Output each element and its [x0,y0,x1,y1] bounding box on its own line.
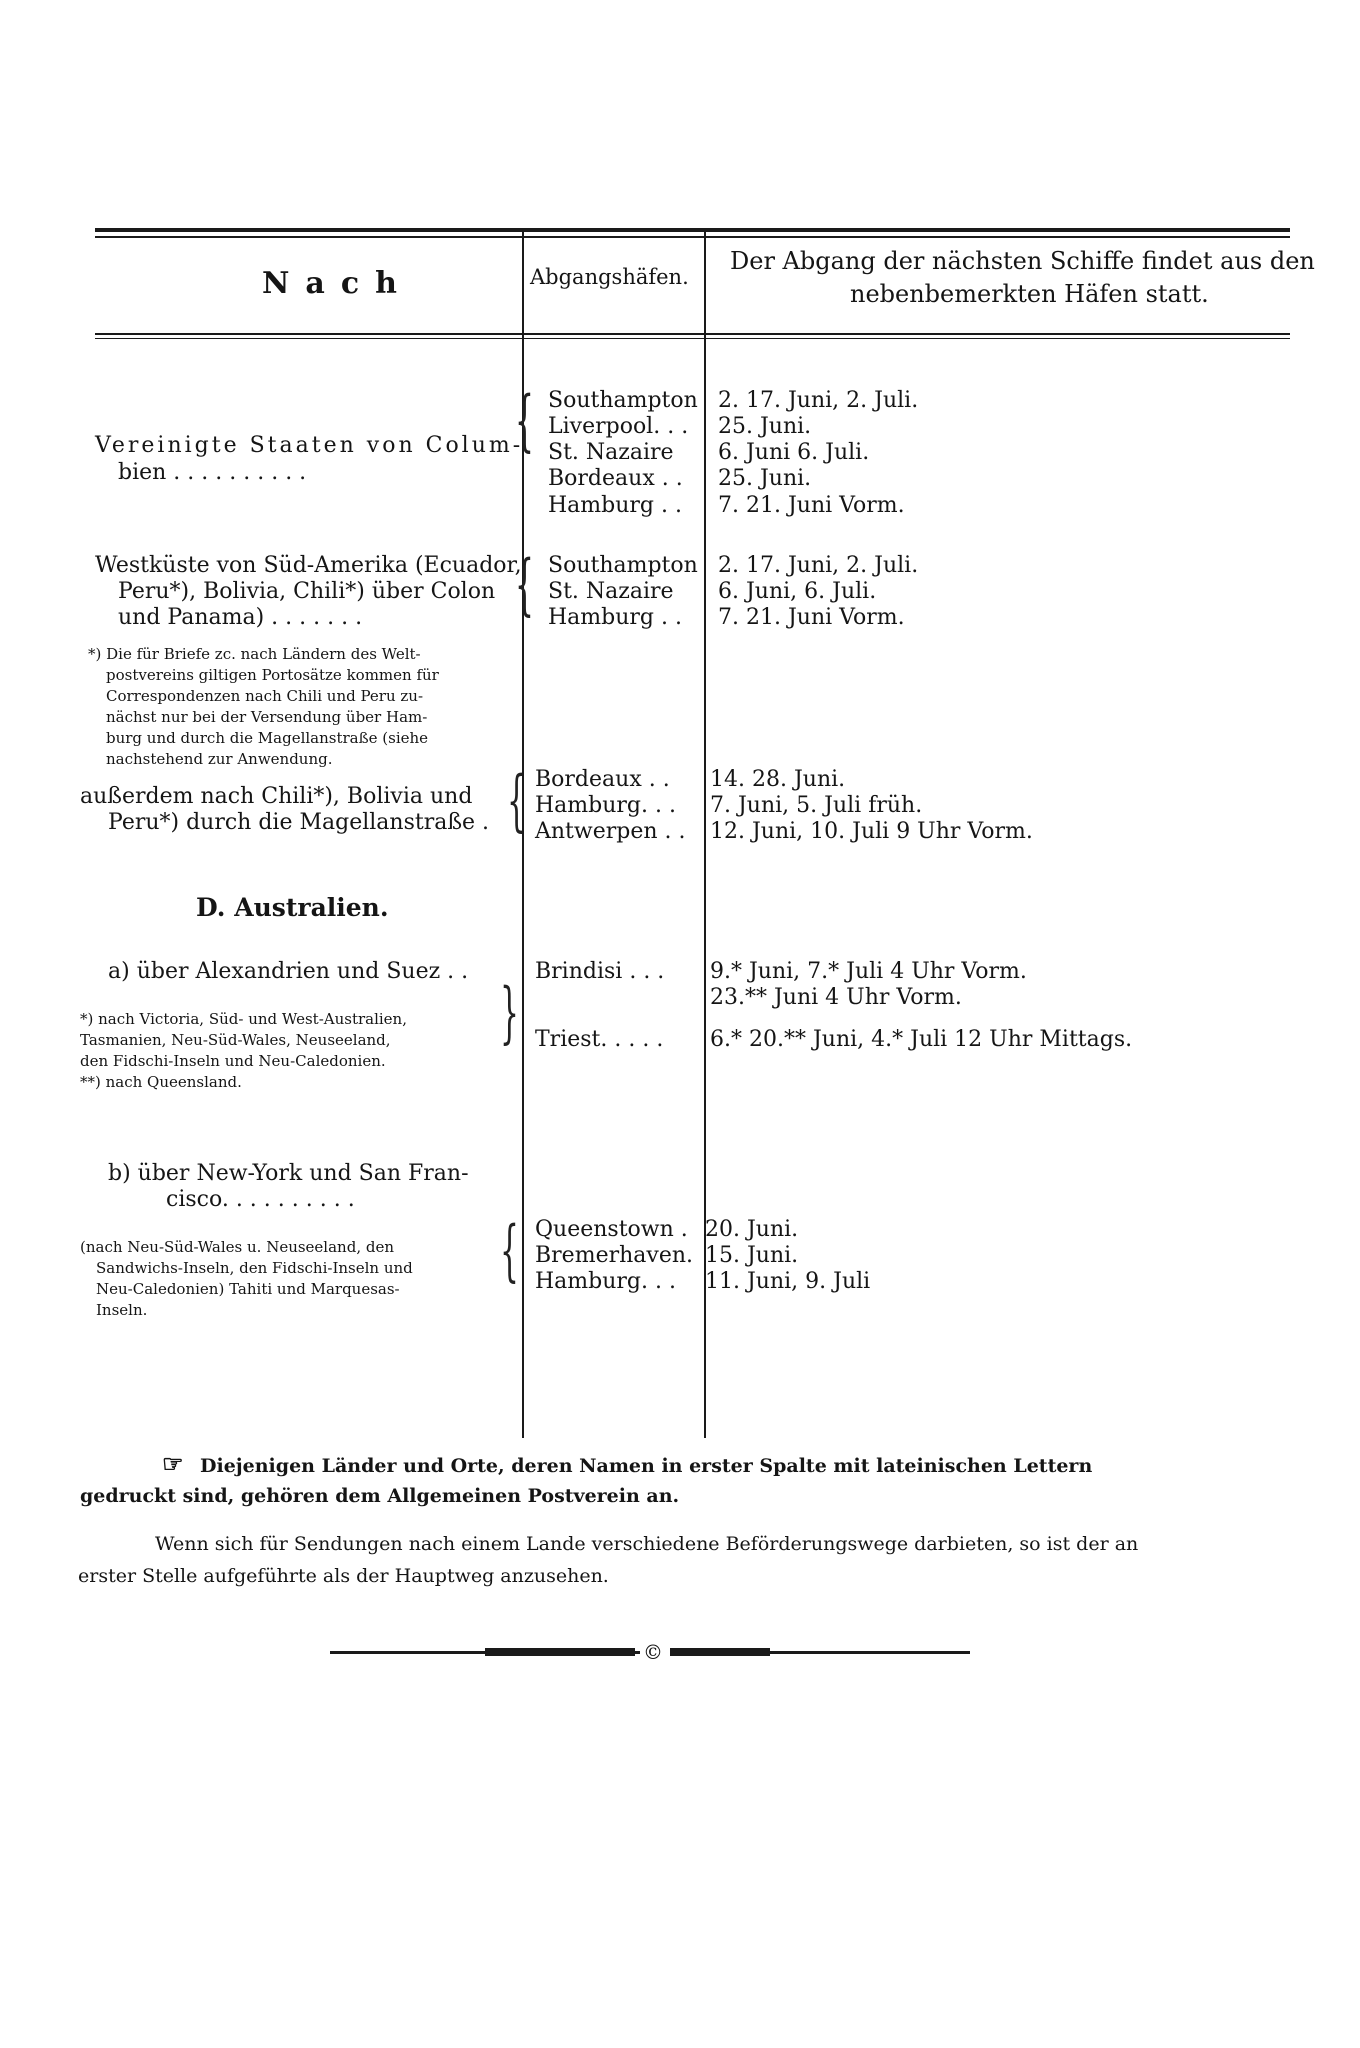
ornament-line-right [670,1651,970,1654]
ornament-mark: © [643,1640,663,1664]
date-row: 11. Juni, 9. Juli [705,1269,871,1294]
header-col-dates-line1: Der Abgang der nächsten Schiffe findet aus den [730,247,1315,275]
port-row: St. Nazaire [548,579,674,604]
port-row: Hamburg. . . [535,793,676,818]
footnote-line: Correspondenzen nach Chili und Peru zu- [106,687,424,705]
brace-icon: { [500,1212,519,1289]
port-row: Liverpool. . . [548,414,689,439]
port-row: Hamburg . . [548,605,682,630]
date-row: 25. Juni. [718,414,812,439]
port-row: Bordeaux . . [548,466,683,491]
date-row: 6. Juni, 6. Juli. [718,579,877,604]
date-row: 12. Juni, 10. Juli 9 Uhr Vorm. [710,819,1033,844]
date-row: 9.* Juni, 7.* Juli 4 Uhr Vorm. [710,959,1027,984]
port-row: Queenstown . [535,1217,688,1242]
top-double-rule-thick [95,228,1290,232]
footnote-line: burg und durch die Magellanstraße (siehe [106,729,429,747]
note-bold-line2: gedruckt sind, gehören dem Allgemeinen Postverein an. [80,1485,680,1507]
note-para-line1: Wenn sich für Sendungen nach einem Lande verschiedene Beförderungswege darbieten, so ist der an [155,1533,1139,1555]
footnote-line: Tasmanien, Neu-Süd-Wales, Neuseeland, [80,1031,391,1049]
footnote-line: den Fidschi-Inseln und Neu-Caledonien. [80,1052,386,1070]
header-col-dates-line2: nebenbemerkten Häfen statt. [850,280,1209,308]
footnote-line: *) nach Victoria, Süd- und West-Australien, [80,1010,407,1028]
date-row: 7. Juni, 5. Juli früh. [710,793,923,818]
port-triest: Triest. . . . . [535,1027,664,1052]
footnote-line: Sandwichs-Inseln, den Fidschi-Inseln und [96,1259,413,1277]
dest-newyork-line1: b) über New-York und San Fran- [108,1161,469,1186]
footnote-line: nächst nur bei der Versendung über Ham- [106,708,428,726]
note-bold-line1: Diejenigen Länder und Orte, deren Namen in erster Spalte mit lateinischen Lettern [200,1455,1093,1477]
footnote-line: Neu-Caledonien) Tahiti und Marquesas- [96,1280,400,1298]
dest-westkueste-line2: Peru*), Bolivia, Chili*) über Colon [118,579,496,604]
top-double-rule-thin [95,236,1290,238]
brace-icon: { [515,546,534,623]
port-row: Antwerpen . . [535,819,686,844]
section-title-australien: D. Australien. [196,893,389,922]
note-para-line2: erster Stelle aufgeführte als der Hauptweg anzusehen. [78,1565,609,1587]
port-row: Bordeaux . . [535,767,670,792]
pointing-hand-icon: ☞ [162,1449,184,1478]
date-row: 23.** Juni 4 Uhr Vorm. [710,985,962,1010]
footnote-line: nachstehend zur Anwendung. [106,750,333,768]
date-row: 25. Juni. [718,466,812,491]
brace-icon: } [500,974,519,1051]
port-row: Southampton [548,388,698,413]
date-row: 6.* 20.** Juni, 4.* Juli 12 Uhr Mittags. [710,1027,1133,1052]
date-row: 7. 21. Juni Vorm. [718,605,905,630]
brace-icon: { [515,382,534,459]
header-bottom-rule-2 [95,338,1290,339]
date-row: 14. 28. Juni. [710,767,846,792]
footnote-line: (nach Neu-Süd-Wales u. Neuseeland, den [80,1238,394,1256]
port-row: Hamburg. . . [535,1269,676,1294]
dest-columbien-line2: bien . . . . . . . . . . [118,460,307,485]
dest-columbien-line1: Vereinigte Staaten von Colum- [95,433,524,458]
port-row: St. Nazaire [548,440,674,465]
header-col-nach: Nach [262,266,413,301]
dest-magellan-line2: Peru*) durch die Magellanstraße . [108,810,490,835]
dest-westkueste-line1: Westküste von Süd-Amerika (Ecuador, [95,553,522,578]
date-row: 7. 21. Juni Vorm. [718,493,905,518]
port-row: Bremerhaven. [535,1243,693,1268]
header-col-ports: Abgangshäfen. [530,265,689,289]
dest-alexandrien: a) über Alexandrien und Suez . . [108,959,469,984]
dest-magellan-line1: außerdem nach Chili*), Bolivia und [80,784,473,809]
port-row: Southampton [548,553,698,578]
dest-westkueste-line3: und Panama) . . . . . . . [118,605,363,630]
dest-newyork-line2: cisco. . . . . . . . . . [166,1187,355,1212]
footnote-line: Inseln. [96,1301,148,1319]
footnote-line: **) nach Queensland. [80,1073,242,1091]
header-bottom-rule [95,333,1290,335]
port-brindisi: Brindisi . . . [535,959,665,984]
brace-icon: { [507,762,526,839]
date-row: 15. Juni. [705,1243,799,1268]
port-row: Hamburg . . [548,493,682,518]
footnote-line: postvereins giltigen Portosätze kommen für [106,666,439,684]
footnote-line: *) Die für Briefe zc. nach Ländern des Welt- [88,645,421,663]
date-row: 6. Juni 6. Juli. [718,440,870,465]
date-row: 2. 17. Juni, 2. Juli. [718,388,919,413]
ornament-bar-left [485,1648,635,1656]
date-row: 20. Juni. [705,1217,799,1242]
date-row: 2. 17. Juni, 2. Juli. [718,553,919,578]
